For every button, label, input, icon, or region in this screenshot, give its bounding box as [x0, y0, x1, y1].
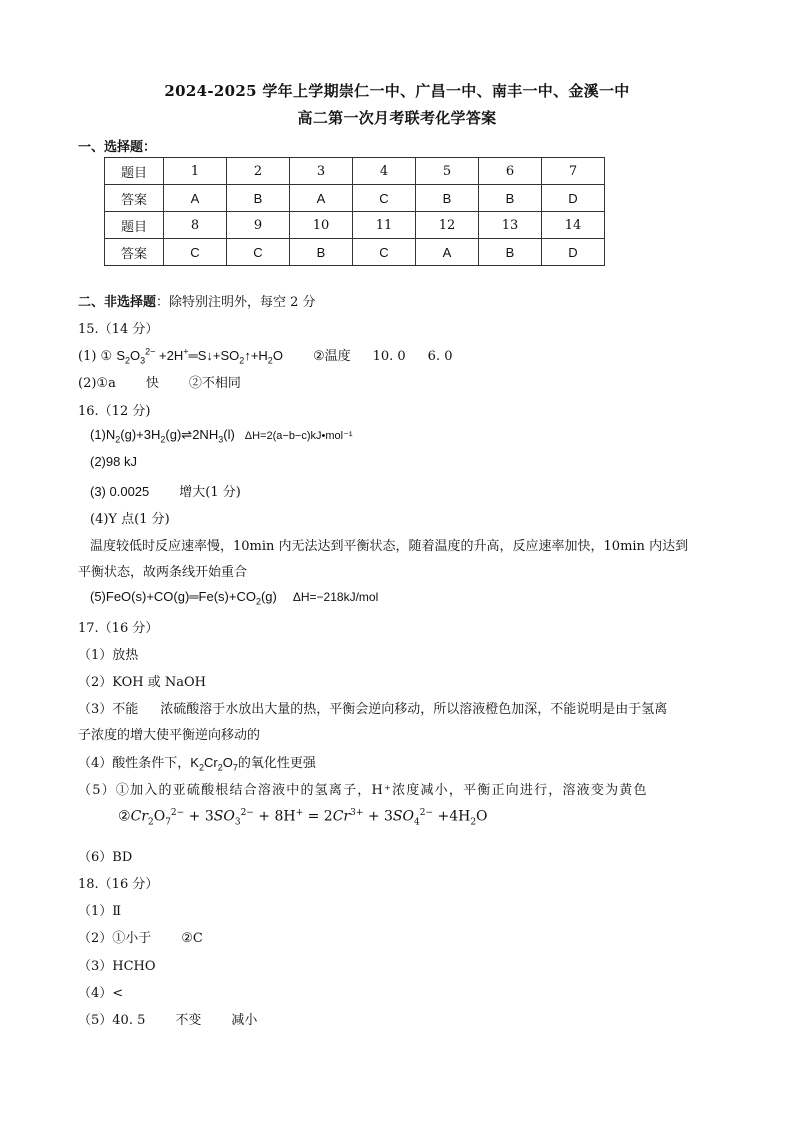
q17-line5: （5）①加入的亚硫酸根结合溶液中的氢离子，H⁺浓度减小，平衡正向进行，溶液变为黄色: [78, 783, 648, 798]
table-row: [105, 212, 605, 239]
table-cell: 13: [479, 212, 542, 239]
q17-line3-a: （3）不能: [78, 702, 139, 717]
q18-line2-a: （2）①小于: [78, 931, 152, 946]
table-cell: B: [290, 239, 353, 266]
table-cell: 11: [353, 212, 416, 239]
q17-equation-prefix: ②: [118, 808, 131, 825]
q17-line3: [78, 698, 667, 717]
q17-line6: （6）BD: [78, 850, 133, 865]
q16-line3-a: (3) 0.0025: [90, 484, 150, 499]
q16-line3-b: 增大(1 分): [179, 485, 241, 500]
table-header-cell: 答案: [105, 185, 164, 212]
q18-line5-a: （5）40. 5: [78, 1013, 146, 1028]
table-row: [105, 158, 605, 185]
q15-line1: [78, 345, 452, 366]
table-cell: C: [353, 239, 416, 266]
q18-line5-c: 减小: [231, 1013, 258, 1028]
table-cell: 4: [353, 158, 416, 185]
q18-line3: （3）HCHO: [78, 959, 156, 974]
table-cell: A: [164, 185, 227, 212]
section2-heading-note: ：除特别注明外，每空 2 分: [156, 295, 316, 310]
table-cell: B: [227, 185, 290, 212]
q17-line3-continued: 子浓度的增大使平衡逆向移动的: [78, 728, 261, 743]
q18-line4: （4）<: [78, 986, 124, 1001]
table-row: [105, 185, 605, 212]
table-cell: 6: [479, 158, 542, 185]
q16-line2: (2)98 kJ: [90, 454, 137, 469]
q17-line4-a: （4）酸性条件下，: [78, 756, 191, 771]
table-cell: 1: [164, 158, 227, 185]
q15-line2-b: 快: [145, 376, 159, 391]
table-cell: 7: [542, 158, 605, 185]
table-cell: 8: [164, 212, 227, 239]
q18-title: 18.（16 分）: [78, 877, 159, 892]
table-header-cell: 题目: [105, 158, 164, 185]
table-cell: 9: [227, 212, 290, 239]
table-header-cell: 题目: [105, 212, 164, 239]
table-cell: C: [353, 185, 416, 212]
q17-line3-b: 浓硫酸溶于水放出大量的热，平衡会逆向移动，所以溶液橙色加深，不能说明是由于氢离: [160, 702, 668, 717]
q15-value2: 6. 0: [427, 349, 453, 364]
q16-line1: $(1)N_2(g)+3H_2(g)\rightleftharpoons 2NH_3(l)$ ΔH=2(a−b−c)kJ•mol⁻¹: [90, 427, 353, 445]
q18-line2-b: ②C: [181, 931, 203, 946]
q15-temperature: ②温度: [312, 349, 351, 364]
table-cell: B: [479, 185, 542, 212]
q16-line5-enthalpy: ΔH=−218kJ/mol: [292, 590, 379, 604]
table-cell: 3: [290, 158, 353, 185]
q16-line4: (4)Y 点(1 分): [90, 512, 170, 527]
q17-line2: （2）KOH 或 NaOH: [78, 675, 207, 690]
q16-line5-prefix: (5): [90, 589, 106, 604]
page-title-line1: 2024-2025 学年上学期崇仁一中、广昌一中、南丰一中、金溪一中: [164, 82, 630, 100]
q17-line4-b: 的氧化性更强: [237, 756, 316, 771]
table-header-cell: 答案: [105, 239, 164, 266]
q18-line5-b: 不变: [175, 1013, 202, 1028]
q15-line1-prefix: (1) ①: [78, 349, 117, 364]
q15-line2: [78, 372, 241, 391]
table-cell: A: [416, 239, 479, 266]
q17-line1: （1）放热: [78, 648, 139, 663]
q16-paragraph-line1: 温度较低时反应速率慢，10min 内无法达到平衡状态，随着温度的升高，反应速率加快，10min 内达到: [90, 539, 689, 554]
section1-heading: 一、选择题：: [78, 140, 157, 155]
q15-line2-c: ②不相同: [188, 376, 241, 391]
table-cell: C: [227, 239, 290, 266]
q17-equation: $②Cr_2O_7^{2-} + 3SO_3^{2-} + 8H^+ = 2Cr^{3+} + 3SO_4^{2-} +4H_2O$: [118, 808, 488, 828]
table-cell: 2: [227, 158, 290, 185]
table-cell: D: [542, 185, 605, 212]
q18-line1: （1）Ⅱ: [78, 904, 122, 919]
q16-line3: [90, 481, 241, 500]
q17-title: 17.（16 分）: [78, 621, 159, 636]
table-cell: 5: [416, 158, 479, 185]
q17-line4: （4）酸性条件下，$K_2Cr_2O_7$的氧化性更强: [78, 755, 316, 773]
table-cell: 14: [542, 212, 605, 239]
q18-line5: [78, 1009, 257, 1028]
section2-heading-bold: 二、非选择题: [78, 295, 157, 310]
table-cell: A: [290, 185, 353, 212]
table-cell: C: [164, 239, 227, 266]
q16-enthalpy: ΔH=2(a−b−c)kJ•mol⁻¹: [244, 430, 353, 442]
q15-title: 15.（14 分）: [78, 322, 159, 337]
page-title-line2: 高二第一次月考联考化学答案: [297, 109, 497, 127]
q16-title: 16.（12 分): [78, 404, 151, 419]
table-cell: B: [479, 239, 542, 266]
q16-line5: $(5)FeO(s)+CO(g)═Fe(s)+CO_2(g)$ ΔH=−218kJ/mol: [90, 589, 379, 607]
q15-equation: $S_2O_3^{2-}$ $+2H^+═S↓+SO_2↑+H_2O$: [116, 346, 283, 366]
section2-heading: [78, 291, 316, 310]
q18-line2: [78, 927, 203, 946]
table-row: [105, 239, 605, 266]
table-cell: B: [416, 185, 479, 212]
q16-paragraph-line2: 平衡状态，故两条线开始重合: [78, 565, 248, 580]
q16-line1-prefix: (1): [90, 427, 106, 442]
answer-table: [104, 157, 605, 266]
table-cell: 10: [290, 212, 353, 239]
table-cell: 12: [416, 212, 479, 239]
q15-value1: 10. 0: [372, 349, 406, 364]
table-cell: D: [542, 239, 605, 266]
q15-line2-a: (2)①a: [78, 376, 116, 391]
